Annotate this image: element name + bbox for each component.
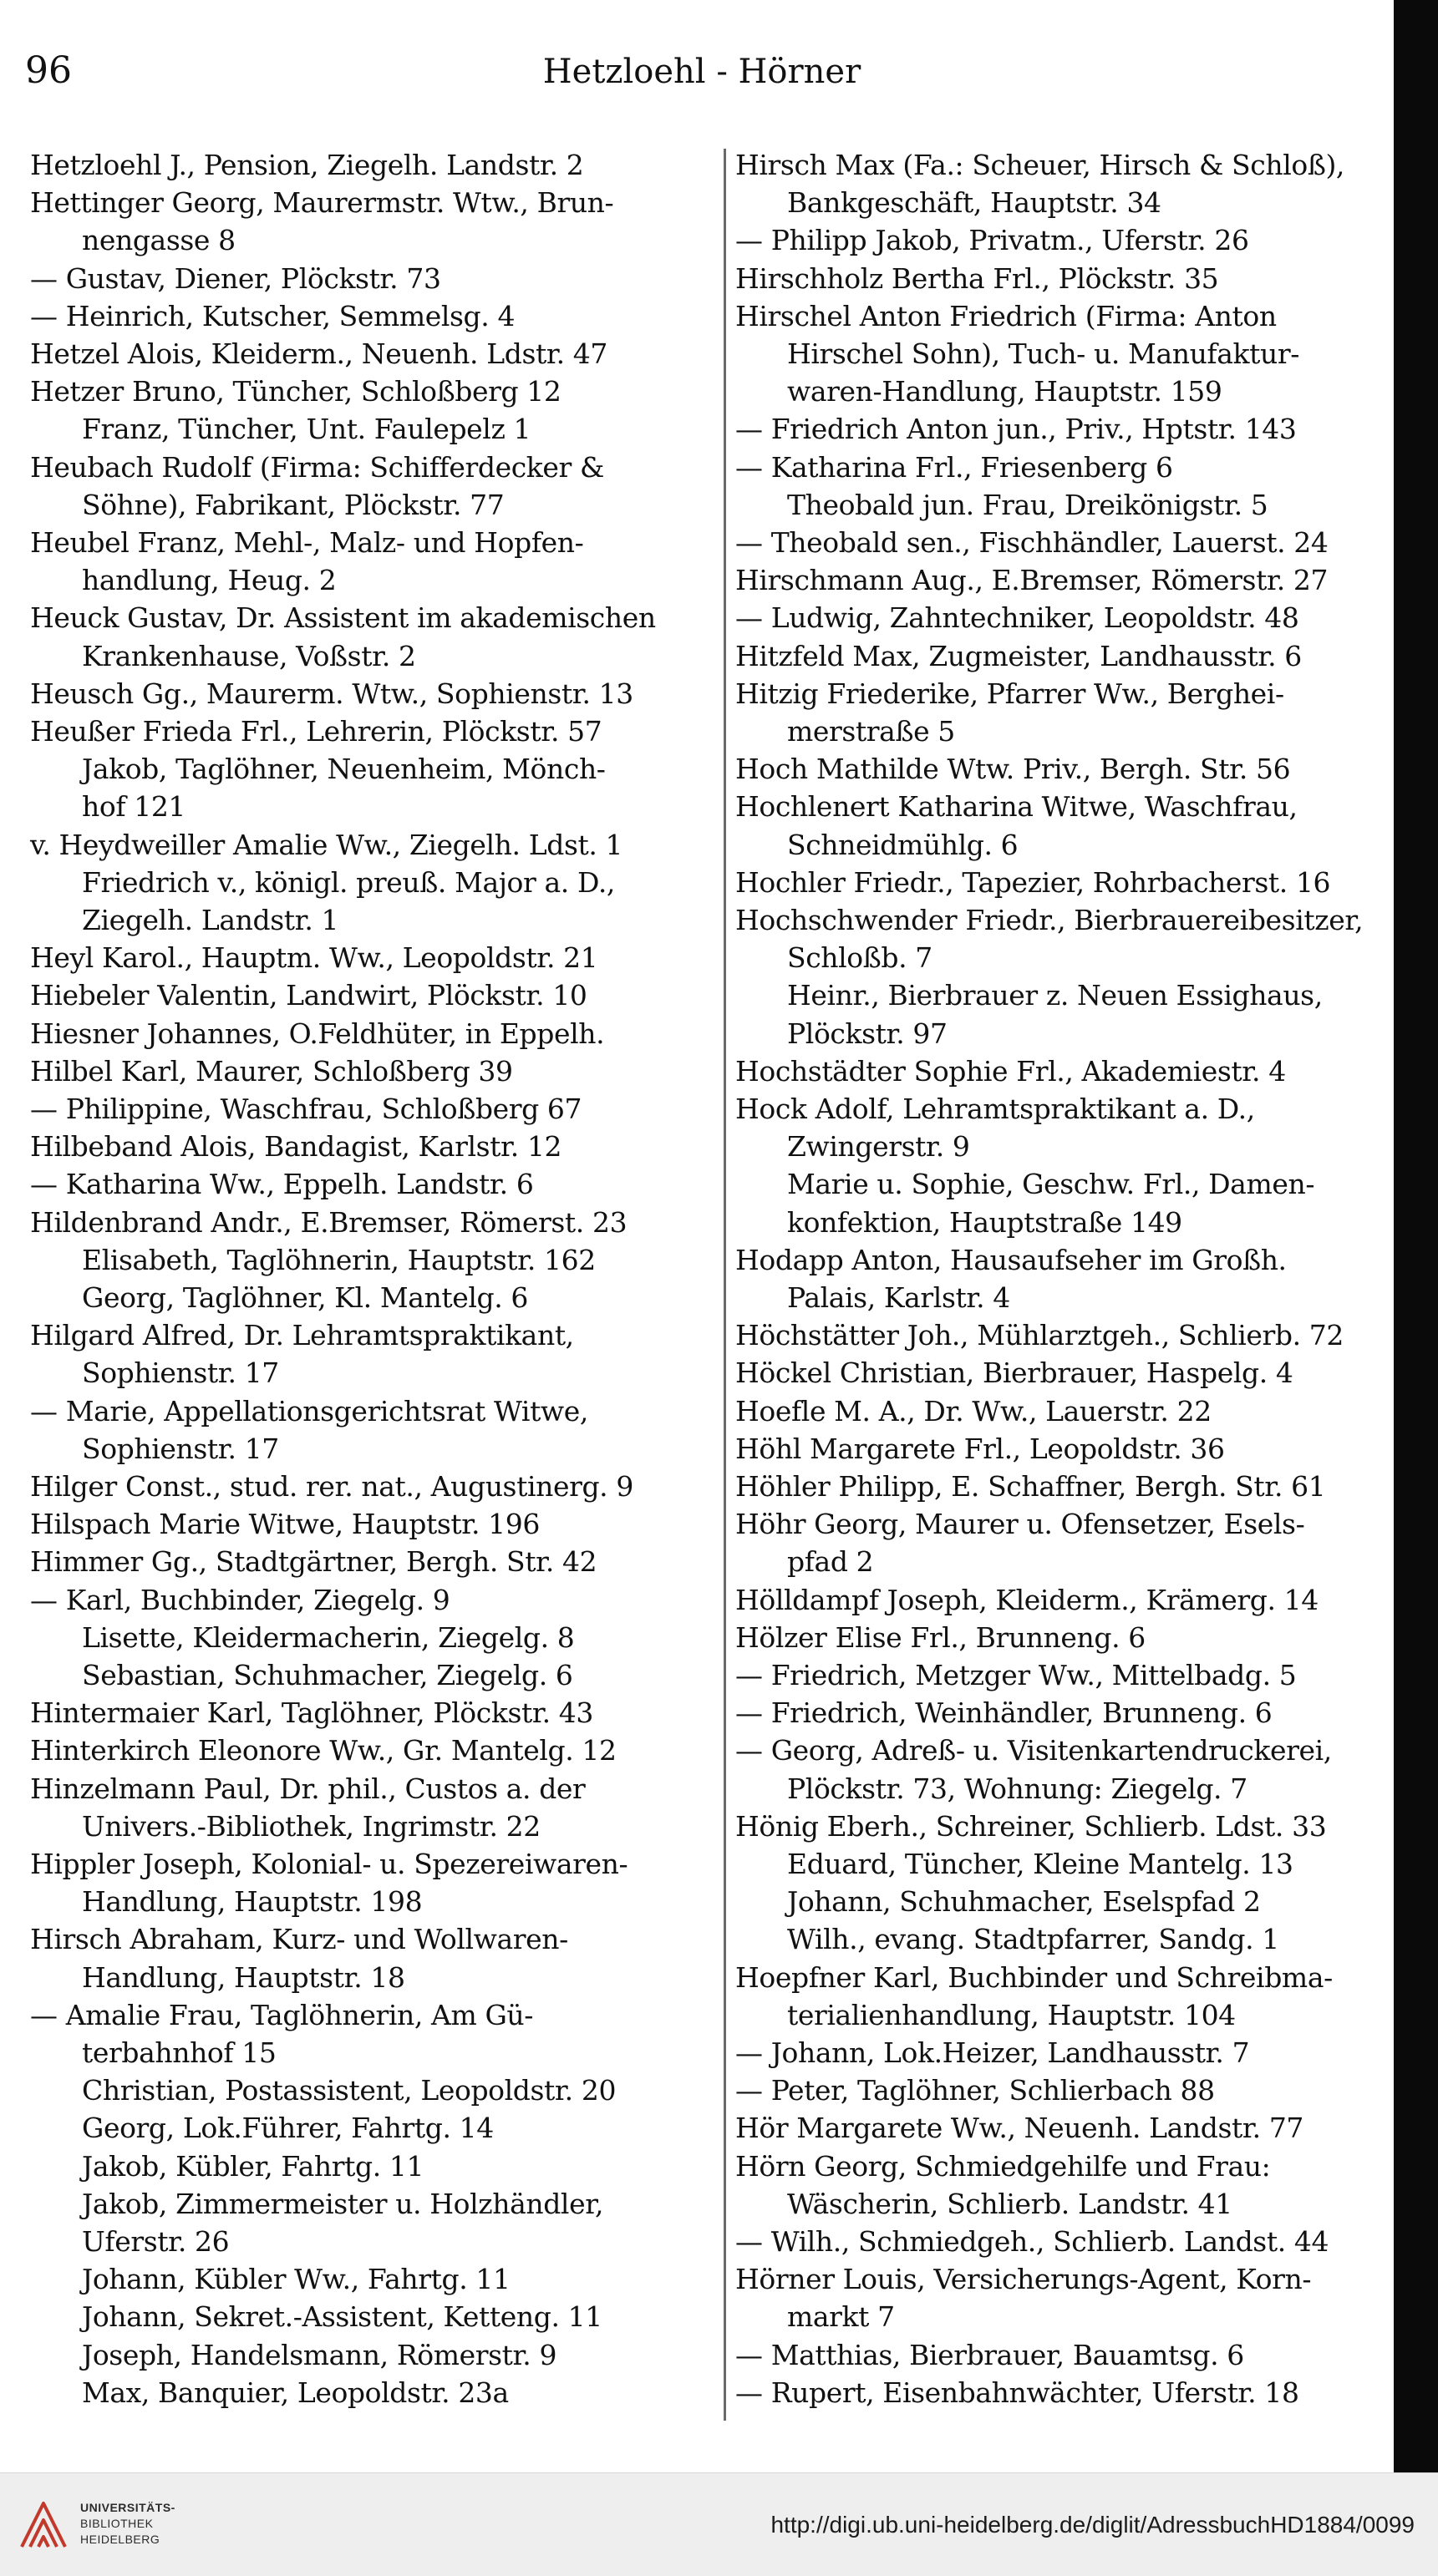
directory-entry-line: Jakob, Zimmermeister u. Holzhändler,: [82, 2187, 604, 2220]
directory-entry-line: Hodapp Anton, Hausaufseher im Großh.: [735, 1243, 1287, 1276]
directory-entry-line: Schloßb. 7: [787, 941, 932, 975]
directory-entry-line: Heubel Franz, Mehl-, Malz- und Hopfen-: [30, 526, 584, 559]
directory-entry-line: Hock Adolf, Lehramtspraktikant a. D.,: [735, 1093, 1255, 1125]
directory-entry-line: Hochlenert Katharina Witwe, Waschfrau,: [735, 790, 1298, 824]
directory-entry-line: Hirsch Max (Fa.: Scheuer, Hirsch & Schloß),: [735, 149, 1345, 181]
directory-entry-line: — Marie, Appellationsgerichtsrat Witwe,: [30, 1394, 588, 1427]
directory-entry-line: — Karl, Buchbinder, Ziegelg. 9: [30, 1583, 450, 1616]
directory-entry-line: Sebastian, Schuhmacher, Ziegelg. 6: [82, 1659, 573, 1691]
directory-entry-line: — Katharina Frl., Friesenberg 6: [735, 450, 1173, 484]
directory-entry-line: Hildenbrand Andr., E.Bremser, Römerst. 23: [30, 1205, 628, 1239]
directory-entry-line: Hinzelmann Paul, Dr. phil., Custos a. der: [30, 1772, 586, 1805]
directory-entry-line: Johann, Schuhmacher, Eselspfad 2: [787, 1885, 1261, 1919]
directory-entry-line: Zwingerstr. 9: [787, 1130, 970, 1164]
directory-entry-line: waren-Handlung, Hauptstr. 159: [787, 375, 1222, 408]
directory-entry-line: Plöckstr. 97: [787, 1017, 948, 1050]
directory-entry-line: Marie u. Sophie, Geschw. Frl., Damen-: [787, 1168, 1315, 1201]
directory-entry-line: — Philipp Jakob, Privatm., Uferstr. 26: [735, 224, 1249, 257]
directory-entry-line: Höchstätter Joh., Mühlarztgeh., Schlierb. 72: [735, 1319, 1344, 1352]
directory-entry-line: Plöckstr. 73, Wohnung: Ziegelg. 7: [787, 1772, 1247, 1805]
directory-entry-line: Hitzfeld Max, Zugmeister, Landhausstr. 6: [735, 639, 1302, 672]
directory-entry-line: — Friedrich, Weinhändler, Brunneng. 6: [735, 1696, 1273, 1730]
directory-entry-line: Sophienstr. 17: [82, 1356, 279, 1390]
directory-entry-line: Friedrich v., königl. preuß. Major a. D.,: [82, 865, 616, 899]
directory-entry-line: Höhr Georg, Maurer u. Ofensetzer, Esels-: [735, 1508, 1305, 1541]
page-number: 96: [25, 49, 72, 92]
directory-entry-line: Krankenhause, Voßstr. 2: [82, 639, 416, 672]
directory-entry-line: handlung, Heug. 2: [82, 564, 337, 597]
directory-entry-line: Georg, Taglöhner, Kl. Mantelg. 6: [82, 1281, 529, 1314]
directory-entry-line: Hilbeband Alois, Bandagist, Karlstr. 12: [30, 1130, 562, 1164]
directory-entry-line: Hinterkirch Eleonore Ww., Gr. Mantelg. 12: [30, 1734, 617, 1767]
directory-entry-line: — Katharina Ww., Eppelh. Landstr. 6: [30, 1168, 534, 1201]
directory-entry-line: Palais, Karlstr. 4: [787, 1281, 1010, 1314]
directory-entry-line: Hölldampf Joseph, Kleiderm., Krämerg. 14: [735, 1583, 1319, 1616]
logo-line: BIBLIOTHEK: [80, 2517, 154, 2530]
directory-entry-line: Hetzel Alois, Kleiderm., Neuenh. Ldstr. 47: [30, 337, 607, 370]
directory-entry-line: Sophienstr. 17: [82, 1432, 279, 1465]
footer-bar: [0, 2472, 1438, 2576]
directory-entry-line: Hirschmann Aug., E.Bremser, Römerstr. 27: [735, 564, 1329, 597]
logo-line: UNIVERSITÄTS-: [80, 2501, 175, 2514]
directory-entry-line: Wäscherin, Schlierb. Landstr. 41: [787, 2187, 1232, 2220]
directory-entry-line: Bankgeschäft, Hauptstr. 34: [787, 186, 1161, 220]
directory-entry-line: terbahnhof 15: [82, 2036, 277, 2069]
directory-entry-line: Hirschholz Bertha Frl., Plöckstr. 35: [735, 261, 1219, 295]
directory-entry-line: Höhl Margarete Frl., Leopoldstr. 36: [735, 1432, 1225, 1465]
directory-entry-line: v. Heydweiller Amalie Ww., Ziegelh. Ldst. 1: [30, 828, 623, 861]
scan-edge: [1394, 0, 1438, 2472]
directory-entry-line: Hitzig Friederike, Pfarrer Ww., Berghei-: [735, 677, 1284, 710]
directory-entry-line: Hintermaier Karl, Taglöhner, Plöckstr. 43: [30, 1696, 593, 1730]
directory-entry-line: — Wilh., Schmiedgeh., Schlierb. Landst. 44: [735, 2225, 1329, 2258]
directory-entry-line: Höckel Christian, Bierbrauer, Haspelg. 4: [735, 1356, 1293, 1390]
directory-entry-line: Heinr., Bierbrauer z. Neuen Essighaus,: [787, 979, 1323, 1012]
directory-entry-line: merstraße 5: [787, 715, 955, 748]
directory-entry-line: Georg, Lok.Führer, Fahrtg. 14: [82, 2112, 494, 2145]
directory-entry-line: nengasse 8: [82, 224, 236, 257]
directory-entry-line: — Amalie Frau, Taglöhnerin, Am Gü-: [30, 1998, 534, 2031]
directory-entry-line: — Rupert, Eisenbahnwächter, Uferstr. 18: [735, 2376, 1299, 2409]
directory-entry-line: Hirsch Abraham, Kurz- und Wollwaren-: [30, 1923, 568, 1956]
directory-entry-line: — Friedrich, Metzger Ww., Mittelbadg. 5: [735, 1659, 1297, 1691]
directory-entry-line: — Philippine, Waschfrau, Schloßberg 67: [30, 1093, 582, 1125]
directory-entry-line: hof 121: [82, 790, 186, 824]
directory-entry-line: — Peter, Taglöhner, Schlierbach 88: [735, 2074, 1215, 2107]
directory-entry-line: konfektion, Hauptstraße 149: [787, 1205, 1182, 1239]
directory-entry-line: — Friedrich Anton jun., Priv., Hptstr. 143: [735, 413, 1297, 446]
directory-entry-line: Franz, Tüncher, Unt. Faulepelz 1: [82, 413, 531, 446]
directory-entry-line: Ziegelh. Landstr. 1: [82, 904, 339, 936]
directory-entry-line: Jakob, Taglöhner, Neuenheim, Mönch-: [82, 753, 606, 786]
directory-entry-line: Heusch Gg., Maurerm. Wtw., Sophienstr. 13: [30, 677, 633, 710]
directory-entry-line: Hetzer Bruno, Tüncher, Schloßberg 12: [30, 375, 561, 408]
directory-entry-line: Lisette, Kleidermacherin, Ziegelg. 8: [82, 1620, 575, 1654]
directory-entry-line: Hoch Mathilde Wtw. Priv., Bergh. Str. 56: [735, 753, 1291, 786]
directory-entry-line: Joseph, Handelsmann, Römerstr. 9: [82, 2338, 557, 2371]
directory-entry-line: Hönig Eberh., Schreiner, Schlierb. Ldst. 33: [735, 1809, 1327, 1843]
directory-entry-line: Hilger Const., stud. rer. nat., Augustinerg. 9: [30, 1470, 633, 1503]
directory-entry-line: Hilbel Karl, Maurer, Schloßberg 39: [30, 1054, 513, 1088]
directory-entry-line: Hochler Friedr., Tapezier, Rohrbacherst. 16: [735, 865, 1331, 899]
directory-entry-line: pfad 2: [787, 1545, 874, 1579]
directory-entry-line: — Matthias, Bierbrauer, Bauamtsg. 6: [735, 2338, 1244, 2371]
directory-entry-line: Hiesner Johannes, O.Feldhüter, in Eppelh.: [30, 1017, 605, 1050]
directory-entry-line: Heuck Gustav, Dr. Assistent im akademischen: [30, 601, 656, 635]
directory-entry-line: Uferstr. 26: [82, 2225, 230, 2258]
directory-entry-line: Theobald jun. Frau, Dreikönigstr. 5: [787, 488, 1268, 521]
directory-entry-line: Hör Margarete Ww., Neuenh. Landstr. 77: [735, 2112, 1304, 2145]
directory-entry-line: Söhne), Fabrikant, Plöckstr. 77: [82, 488, 505, 521]
directory-entry-line: — Theobald sen., Fischhändler, Lauerst. 24: [735, 526, 1329, 559]
directory-entry-line: Wilh., evang. Stadtpfarrer, Sandg. 1: [787, 1923, 1279, 1956]
directory-entry-line: Hetzloehl J., Pension, Ziegelh. Landstr. 2: [30, 149, 584, 181]
directory-entry-line: Johann, Kübler Ww., Fahrtg. 11: [82, 2263, 511, 2296]
directory-entry-line: Hoefle M. A., Dr. Ww., Lauerstr. 22: [735, 1394, 1212, 1427]
directory-entry-line: Hörner Louis, Versicherungs-Agent, Korn-: [735, 2263, 1312, 2296]
directory-entry-line: Elisabeth, Taglöhnerin, Hauptstr. 162: [82, 1243, 596, 1276]
directory-entry-line: Höhler Philipp, E. Schaffner, Bergh. Str. 61: [735, 1470, 1326, 1503]
logo-line: HEIDELBERG: [80, 2533, 160, 2546]
directory-entry-line: Schneidmühlg. 6: [787, 828, 1019, 861]
directory-entry-line: Max, Banquier, Leopoldstr. 23a: [82, 2376, 509, 2409]
column-divider: [724, 149, 726, 2421]
directory-entry-line: Heubach Rudolf (Firma: Schifferdecker &: [30, 450, 604, 484]
directory-entry-line: Hiebeler Valentin, Landwirt, Plöckstr. 10: [30, 979, 587, 1012]
directory-entry-line: Hilgard Alfred, Dr. Lehramtspraktikant,: [30, 1319, 574, 1352]
directory-entry-line: Hirschel Sohn), Tuch- u. Manufaktur-: [787, 337, 1299, 370]
directory-entry-line: Hochschwender Friedr., Bierbrauereibesitzer,: [735, 904, 1364, 936]
directory-entry-line: Univers.-Bibliothek, Ingrimstr. 22: [82, 1809, 541, 1843]
library-logo-text: [80, 2500, 175, 2548]
running-head: Hetzloehl - Hörner: [542, 53, 861, 91]
source-url-link[interactable]: http://digi.ub.uni-heidelberg.de/diglit/AdressbuchHD1884/0099: [770, 2512, 1415, 2538]
directory-entry-line: markt 7: [787, 2300, 895, 2334]
directory-entry-line: — Georg, Adreß- u. Visitenkartendruckerei,: [735, 1734, 1332, 1767]
directory-entry-line: Hoepfner Karl, Buchbinder und Schreibma-: [735, 1960, 1333, 1994]
directory-entry-line: Hochstädter Sophie Frl., Akademiestr. 4: [735, 1054, 1286, 1088]
directory-entry-line: Johann, Sekret.-Assistent, Ketteng. 11: [82, 2300, 602, 2334]
directory-entry-line: Heußer Frieda Frl., Lehrerin, Plöckstr. 57: [30, 715, 602, 748]
directory-entry-line: Hilspach Marie Witwe, Hauptstr. 196: [30, 1508, 540, 1541]
directory-entry-line: — Gustav, Diener, Plöckstr. 73: [30, 261, 441, 295]
directory-entry-line: terialienhandlung, Hauptstr. 104: [787, 1998, 1236, 2031]
directory-entry-line: Eduard, Tüncher, Kleine Mantelg. 13: [787, 1848, 1293, 1880]
directory-entry-line: Heyl Karol., Hauptm. Ww., Leopoldstr. 21: [30, 941, 598, 975]
directory-entry-line: Himmer Gg., Stadtgärtner, Bergh. Str. 42: [30, 1545, 597, 1579]
directory-entry-line: Hettinger Georg, Maurermstr. Wtw., Brun-: [30, 186, 614, 220]
directory-entry-line: — Johann, Lok.Heizer, Landhausstr. 7: [735, 2036, 1250, 2069]
directory-entry-line: Jakob, Kübler, Fahrtg. 11: [82, 2149, 424, 2183]
directory-entry-line: Hölzer Elise Frl., Brunneng. 6: [735, 1620, 1146, 1654]
directory-entry-line: — Heinrich, Kutscher, Semmelsg. 4: [30, 299, 516, 332]
directory-entry-line: Hörn Georg, Schmiedgehilfe und Frau:: [735, 2149, 1271, 2183]
directory-entry-line: Handlung, Hauptstr. 198: [82, 1885, 423, 1919]
directory-entry-line: Christian, Postassistent, Leopoldstr. 20: [82, 2074, 617, 2107]
directory-entry-line: Hirschel Anton Friedrich (Firma: Anton: [735, 299, 1277, 332]
library-logo-icon: [15, 2497, 72, 2553]
directory-entry-line: Handlung, Hauptstr. 18: [82, 1960, 405, 1994]
directory-entry-line: Hippler Joseph, Kolonial- u. Spezereiwaren-: [30, 1848, 628, 1880]
directory-entry-line: — Ludwig, Zahntechniker, Leopoldstr. 48: [735, 601, 1299, 635]
